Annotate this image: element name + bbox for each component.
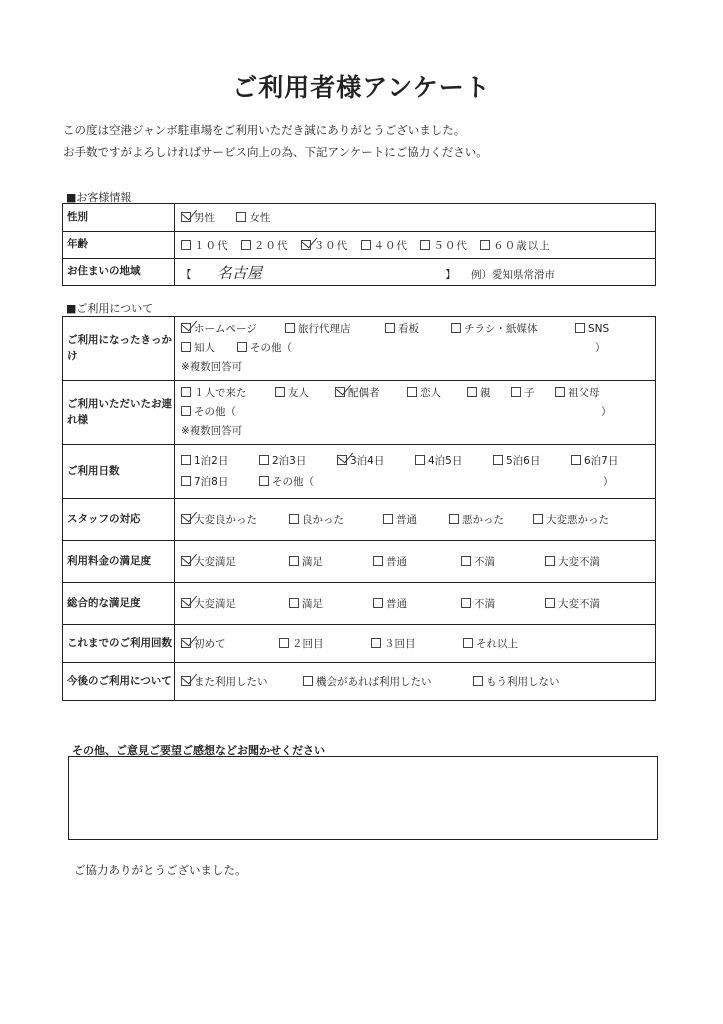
checkbox-icon[interactable] xyxy=(241,240,251,250)
companion-spouse-option[interactable]: 配偶者 xyxy=(335,384,407,403)
staff-average-option[interactable]: 普通 xyxy=(383,512,449,527)
checkbox-checked-icon[interactable] xyxy=(337,455,347,465)
checkbox-icon[interactable] xyxy=(181,406,191,416)
checkbox-checked-icon[interactable] xyxy=(181,556,191,566)
staff-row xyxy=(63,499,656,541)
trigger-signboard-option[interactable]: 看板 xyxy=(385,320,451,339)
trigger-homepage-option[interactable]: ホームページ xyxy=(181,320,285,339)
checkbox-icon[interactable] xyxy=(361,240,371,250)
checkbox-icon[interactable] xyxy=(451,323,461,333)
checkbox-icon[interactable] xyxy=(236,212,246,222)
staff-label: スタッフの対応 xyxy=(63,499,175,541)
trigger-acquaintance-option[interactable]: 知人 xyxy=(181,339,237,358)
days-4n5d-option[interactable]: 4泊5日 xyxy=(415,451,493,472)
visits-row xyxy=(63,625,656,663)
checkbox-icon[interactable] xyxy=(371,638,381,648)
usage-section-heading: ■ご利用について xyxy=(66,302,154,315)
fee-satisfied-option[interactable]: 満足 xyxy=(289,554,373,569)
checkbox-icon[interactable] xyxy=(289,556,299,566)
staff-good-option[interactable]: 良かった xyxy=(289,512,383,527)
comments-heading: その他、ご意見ご要望ご感想などお聞かせください xyxy=(72,744,325,757)
checkbox-checked-icon[interactable] xyxy=(335,387,345,397)
checkbox-icon[interactable] xyxy=(303,676,313,686)
gender-row xyxy=(63,204,656,232)
area-example: 例）愛知県常滑市 xyxy=(471,268,556,281)
checkbox-icon[interactable] xyxy=(259,455,269,465)
checkbox-icon[interactable] xyxy=(533,514,543,524)
checkbox-icon[interactable] xyxy=(449,514,459,524)
visits-more-option[interactable]: それ以上 xyxy=(463,636,518,651)
area-bracket-close: 】 xyxy=(445,268,456,281)
checkbox-icon[interactable] xyxy=(275,387,285,397)
visits-first-option[interactable]: 初めて xyxy=(181,636,279,651)
checkbox-icon[interactable] xyxy=(181,455,191,465)
overall-very-dissatisfied-option[interactable]: 大変不満 xyxy=(545,596,600,611)
gender-label: 性別 xyxy=(63,204,175,232)
checkbox-checked-icon[interactable] xyxy=(301,240,311,250)
staff-very-bad-option[interactable]: 大変悪かった xyxy=(533,512,609,527)
trigger-sns-option[interactable]: SNS xyxy=(575,320,609,339)
checkbox-checked-icon[interactable] xyxy=(181,638,191,648)
checkbox-checked-icon[interactable] xyxy=(181,676,191,686)
checkbox-icon[interactable] xyxy=(467,387,477,397)
gender-female-option[interactable]: 女性 xyxy=(236,212,270,224)
fee-dissatisfied-option[interactable]: 不満 xyxy=(461,554,545,569)
checkbox-checked-icon[interactable] xyxy=(181,598,191,608)
checkbox-icon[interactable] xyxy=(420,240,430,250)
checkbox-icon[interactable] xyxy=(237,342,247,352)
overall-average-option[interactable]: 普通 xyxy=(373,596,461,611)
trigger-other-close: ） xyxy=(595,342,606,354)
gender-male-option[interactable]: 男性 xyxy=(181,212,215,224)
area-input[interactable]: 名古屋 xyxy=(216,263,262,282)
checkbox-icon[interactable] xyxy=(511,387,521,397)
trigger-label: ご利用になったきっかけ xyxy=(63,317,175,381)
overall-label: 総合的な満足度 xyxy=(63,583,175,625)
intro-line-1: この度は空港ジャンボ駐車場をご利用いただき誠にありがとうございました。 xyxy=(63,123,466,137)
age-50s-option[interactable]: ５０代 xyxy=(420,240,468,252)
days-row xyxy=(63,445,656,499)
trigger-flyer-option[interactable]: チラシ・紙媒体 xyxy=(451,320,575,339)
checkbox-icon[interactable] xyxy=(493,455,503,465)
age-60plus-option[interactable]: ６０歳以上 xyxy=(480,240,551,252)
staff-bad-option[interactable]: 悪かった xyxy=(449,512,533,527)
days-other-option[interactable]: その他（ xyxy=(259,472,603,493)
trigger-travel-agency-option[interactable]: 旅行代理店 xyxy=(285,320,385,339)
overall-dissatisfied-option[interactable]: 不満 xyxy=(461,596,545,611)
visits-third-option[interactable]: ３回目 xyxy=(371,636,463,651)
fee-very-dissatisfied-option[interactable]: 大変不満 xyxy=(545,554,600,569)
footer-thanks: ご協力ありがとうございました。 xyxy=(74,863,247,877)
checkbox-icon[interactable] xyxy=(383,514,393,524)
checkbox-icon[interactable] xyxy=(473,676,483,686)
checkbox-icon[interactable] xyxy=(259,476,269,486)
future-never-option[interactable]: もう利用しない xyxy=(473,674,560,689)
days-7n8d-option[interactable]: 7泊8日 xyxy=(181,472,259,493)
checkbox-icon[interactable] xyxy=(279,638,289,648)
days-label: ご利用日数 xyxy=(63,445,175,499)
customer-section-heading: ■お客様情報 xyxy=(66,191,132,204)
age-row xyxy=(63,232,656,259)
checkbox-icon[interactable] xyxy=(480,240,490,250)
checkbox-icon[interactable] xyxy=(555,387,565,397)
comments-textarea[interactable] xyxy=(68,756,658,840)
checkbox-icon[interactable] xyxy=(285,323,295,333)
checkbox-icon[interactable] xyxy=(545,598,555,608)
checkbox-icon[interactable] xyxy=(415,455,425,465)
companions-row xyxy=(63,381,656,445)
checkbox-icon[interactable] xyxy=(181,342,191,352)
days-2n3d-option[interactable]: 2泊3日 xyxy=(259,451,337,472)
companion-child-option[interactable]: 子 xyxy=(511,384,555,403)
age-label: 年齢 xyxy=(63,232,175,259)
age-20s-option[interactable]: ２０代 xyxy=(241,240,289,252)
overall-very-satisfied-option[interactable]: 大変満足 xyxy=(181,596,289,611)
age-40s-option[interactable]: ４０代 xyxy=(361,240,409,252)
checkbox-checked-icon[interactable] xyxy=(181,212,191,222)
checkbox-icon[interactable] xyxy=(575,323,585,333)
checkbox-icon[interactable] xyxy=(181,240,191,250)
days-3n4d-option[interactable]: 3泊4日 xyxy=(337,451,415,472)
area-label: お住まいの地域 xyxy=(63,259,175,286)
checkbox-icon[interactable] xyxy=(181,476,191,486)
companion-friend-option[interactable]: 友人 xyxy=(275,384,335,403)
days-1n2d-option[interactable]: 1泊2日 xyxy=(181,451,259,472)
checkbox-icon[interactable] xyxy=(289,598,299,608)
days-6n7d-option[interactable]: 6泊7日 xyxy=(571,451,618,472)
overall-satisfied-option[interactable]: 満足 xyxy=(289,596,373,611)
companion-other-close: ） xyxy=(601,406,612,418)
companion-grandparent-option[interactable]: 祖父母 xyxy=(555,384,600,403)
trigger-note: ※複数回答可 xyxy=(181,361,243,373)
checkbox-icon[interactable] xyxy=(181,387,191,397)
checkbox-icon[interactable] xyxy=(407,387,417,397)
checkbox-icon[interactable] xyxy=(461,556,471,566)
checkbox-icon[interactable] xyxy=(571,455,581,465)
staff-very-good-option[interactable]: 大変良かった xyxy=(181,512,289,527)
trigger-row xyxy=(63,317,656,381)
fee-label: 利用料金の満足度 xyxy=(63,541,175,583)
days-other-close: ） xyxy=(603,475,614,488)
checkbox-icon[interactable] xyxy=(289,514,299,524)
fee-row xyxy=(63,541,656,583)
companion-parent-option[interactable]: 親 xyxy=(467,384,511,403)
checkbox-icon[interactable] xyxy=(373,598,383,608)
future-row xyxy=(63,663,656,701)
fee-very-satisfied-option[interactable]: 大変満足 xyxy=(181,554,289,569)
future-if-chance-option[interactable]: 機会があれば利用したい xyxy=(303,674,473,689)
checkbox-icon[interactable] xyxy=(461,598,471,608)
checkbox-icon[interactable] xyxy=(373,556,383,566)
intro-line-2: お手数ですがよろしければサービス向上の為、下記アンケートにご協力ください。 xyxy=(63,145,488,159)
companion-alone-option[interactable]: １人で来た xyxy=(181,384,275,403)
overall-row xyxy=(63,583,656,625)
area-row xyxy=(63,259,656,286)
checkbox-icon[interactable] xyxy=(545,556,555,566)
companion-other-option[interactable]: その他（ xyxy=(181,403,601,422)
fee-average-option[interactable]: 普通 xyxy=(373,554,461,569)
checkbox-icon[interactable] xyxy=(385,323,395,333)
trigger-other-option[interactable]: その他（ xyxy=(237,339,595,358)
customer-info-table xyxy=(62,203,656,286)
usage-table xyxy=(62,316,656,701)
age-30s-option[interactable]: ３０代 xyxy=(301,240,349,252)
checkbox-checked-icon[interactable] xyxy=(181,514,191,524)
checkbox-checked-icon[interactable] xyxy=(181,323,191,333)
companions-note: ※複数回答可 xyxy=(181,425,243,437)
future-again-option[interactable]: また利用したい xyxy=(181,674,303,689)
future-label: 今後のご利用について xyxy=(63,663,175,701)
checkbox-icon[interactable] xyxy=(463,638,473,648)
companion-partner-option[interactable]: 恋人 xyxy=(407,384,467,403)
companions-label: ご利用いただいたお連れ様 xyxy=(63,381,175,445)
area-bracket-open: 【 xyxy=(181,268,192,281)
days-5n6d-option[interactable]: 5泊6日 xyxy=(493,451,571,472)
visits-second-option[interactable]: ２回目 xyxy=(279,636,371,651)
visits-label: これまでのご利用回数 xyxy=(63,625,175,663)
page-title: ご利用者様アンケート xyxy=(232,73,491,102)
age-10s-option[interactable]: １０代 xyxy=(181,240,229,252)
